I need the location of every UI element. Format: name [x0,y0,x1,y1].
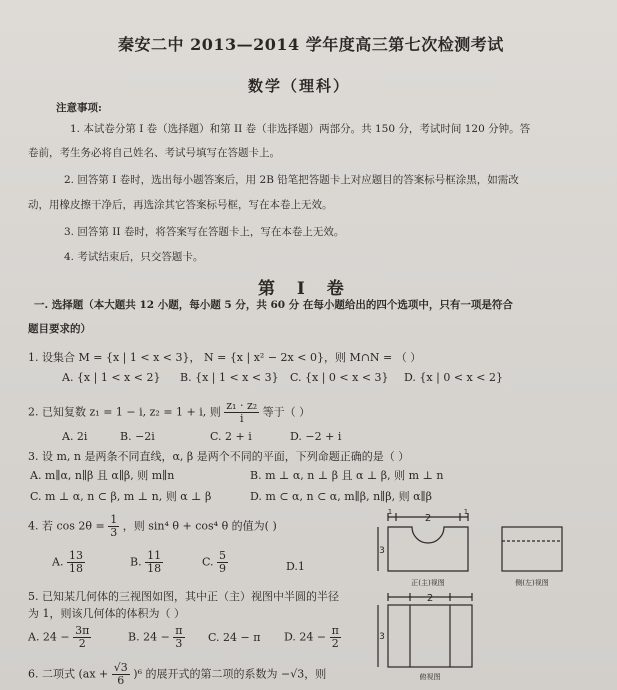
note-line: 1. 本试卷分第 I 卷（选择题）和第 II 卷（非选择题）两部分。共 150 分，考试时间 120 分钟。答 [70,123,531,135]
q3-option-c: C. m ⊥ α, n ⊂ β, m ⊥ n, 则 α ⊥ β [30,490,212,503]
q1-option-b: B. {x | 1 < x < 3} [180,371,279,384]
q2-option-d: D. −2 + i [290,430,342,443]
q4-option-a [52,550,85,575]
top-dim-3: 3 [379,632,385,642]
q4-option-d: D.1 [286,560,305,573]
q2-fraction [224,400,259,425]
q4-option-b [130,550,163,575]
q4-a-den: 18 [68,562,83,575]
q5-b-fraction [173,625,184,650]
q4-a-num: 13 [68,549,83,562]
q2-fraction-num: z₁ · z₂ [226,399,258,412]
q4-c-fraction [217,550,228,575]
q2-option-b: B. −2i [120,430,155,443]
q5-option-c: C. 24 − π [208,631,261,644]
q1-stem: 1. 设集合 M = {x | 1 < x < 3}， N = {x | x² − 2x < 0}，则 M∩N = （ ） [28,351,422,364]
q4-stem [28,514,277,539]
three-view-figure [370,505,585,685]
q1-option-c: C. {x | 0 < x < 3} [290,371,389,384]
q4-c-label: C. [202,555,214,569]
q5-b-num: π [175,624,183,637]
q1-option-a: A. {x | 1 < x < 2} [62,371,161,384]
front-dim-1-left: 1 [387,508,393,516]
section-title: 第 I 卷 [258,279,352,299]
section-instruction: 一. 选择题（本大题共 12 小题，每小题 5 分，共 60 分 在每小题给出的四个选项中，只有一项是符合 [34,299,513,311]
side-view-label: 侧(左)视图 [515,579,549,587]
q4-b-den: 18 [147,562,162,575]
q4-stem-post: ，则 sin⁴ θ + cos⁴ θ 的值为( ) [122,519,277,533]
q2-stem [28,400,310,425]
notes-heading: 注意事项: [56,102,102,114]
q4-b-label: B. [130,555,142,569]
note-line: 卷前，考生务必将自己姓名、考试号填写在答题卡上。 [28,147,280,159]
q5-stem-line1: 5. 已知某几何体的三视图如图，其中正（主）视图中半圆的半径 [28,590,339,603]
top-dim-2: 2 [426,593,434,604]
q5-a-fraction [73,625,91,650]
q1-option-d: D. {x | 0 < x < 2} [404,371,503,384]
front-dim-3: 3 [379,546,385,556]
q5-a-den: 2 [78,637,86,650]
front-view-shape [388,527,468,571]
q5-option-d [284,625,341,650]
q2-fraction-den: i [239,412,244,425]
q5-d-fraction [330,625,341,650]
q4-b-num: 11 [147,549,162,562]
q5-d-pre: D. 24 − [284,630,327,644]
note-line: 2. 回答第 I 卷时，选出每小题答案后，用 2B 铅笔把答题卡上对应题目的答案标号框涂黑，如需改 [64,174,519,186]
q6-den: 6 [117,674,125,687]
front-view-label: 正(主)视图 [411,579,445,587]
side-view-shape [502,527,562,571]
q2-stem-pre: 2. 已知复数 z₁ = 1 − i, z₂ = 1 + i, 则 [28,405,221,419]
q4-condition-fraction [108,514,119,539]
note-line: 4. 考试结束后，只交答题卡。 [64,251,204,263]
q5-b-pre: B. 24 − [128,630,170,644]
q6-stem-post: )⁶ 的展开式的第二项的系数为 −√3，则 [133,667,327,681]
top-view-label: 俯视图 [419,673,441,681]
q4-c-num: 5 [219,549,227,562]
q3-option-a: A. m∥α, n∥β 且 α∥β, 则 m∥n [30,469,175,482]
q5-option-a [28,625,91,650]
q3-stem: 3. 设 m, n 是两条不同直线，α, β 是两个不同的平面，下列命题正确的是（ ） [28,450,410,463]
q4-cond-den: 3 [110,526,118,539]
exam-title: 秦安二中 2013—2014 学年度高三第七次检测考试 [118,35,504,54]
q4-c-den: 9 [219,562,227,575]
q5-a-num: 3π [75,624,90,637]
q5-b-den: 3 [175,637,183,650]
q4-b-fraction [145,550,163,575]
q4-a-label: A. [52,555,64,569]
note-line: 动，用橡皮擦干净后，再选涂其它答案标号框，写在本卷上无效。 [28,199,333,211]
q4-cond-num: 1 [110,513,118,526]
q5-option-b [128,625,185,650]
front-dim-1-right: 1 [463,508,469,516]
q5-d-num: π [331,624,339,637]
front-dim-2: 2 [424,513,432,524]
q4-stem-pre: 4. 若 cos 2θ = [28,519,105,533]
q5-stem-line2: 为 1，则该几何体的体积为（ ） [28,607,185,620]
q3-option-b: B. m ⊥ α, n ⊥ β 且 α ⊥ β, 则 m ⊥ n [250,469,444,482]
exam-subtitle: 数学（理科） [248,77,351,95]
q6-num: √3 [113,661,128,674]
q2-option-a: A. 2i [62,430,88,443]
q3-option-d: D. m ⊂ α, n ⊂ α, m∥β, n∥β, 则 α∥β [250,490,432,503]
q5-d-den: 2 [331,637,339,650]
q6-fraction [112,662,130,687]
q6-stem-pre: 6. 二项式 (ax + [28,667,109,681]
q5-a-pre: A. 24 − [28,630,70,644]
section-instruction-cont: 题目要求的） [28,323,91,335]
q4-option-c [202,550,228,575]
q2-option-c: C. 2 + i [210,430,252,443]
q2-stem-post: 等于（ ） [262,405,311,419]
note-line: 3. 回答第 II 卷时，将答案写在答题卡上，写在本卷上无效。 [64,226,345,238]
top-view-shape [388,605,472,667]
q4-a-fraction [67,550,85,575]
q6-stem [28,662,326,687]
